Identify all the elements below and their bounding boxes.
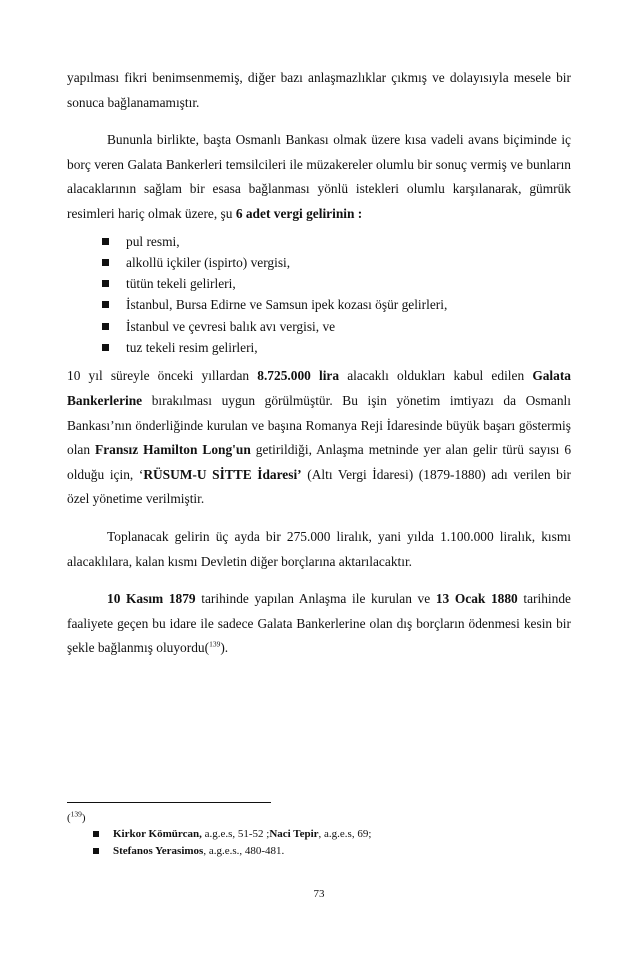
p3-bold-4: RÜSUM-U SİTTE İdaresi’ <box>143 466 302 482</box>
p5-text-2: tarihinde faaliyete geçen bu idare ile sadece Galata Bankerlerine olan dış borçların ödenmesi kesin bir şekle bağlanmış oluyordu( <box>67 591 571 656</box>
footnote <box>67 810 571 859</box>
footnote-list <box>67 826 571 859</box>
p5-bold-1: 10 Kasım 1879 <box>107 591 196 607</box>
p5-text-1: tarihinde yapılan Anlaşma ile kurulan ve <box>195 591 436 607</box>
fn-author: Stefanos Yerasimos <box>113 844 204 857</box>
list-item: pul resmi, <box>102 231 571 252</box>
footnote-item <box>93 843 571 860</box>
fn-ref: a.g.e.s, 51-52 ; <box>201 828 270 840</box>
footnote-divider <box>67 802 271 803</box>
paragraph-1: yapılması fikri benimsenmemiş, diğer bazı anlaşmazlıklar çıkmış ve dolayısıyla mesele bir sonuca bağlanamamıştır. <box>67 70 571 110</box>
p5-text-3: ). <box>220 640 229 656</box>
fn-ref: , a.g.e.s., 480-481. <box>203 844 285 857</box>
p3-text-2: alacaklı oldukları kabul edilen <box>339 368 533 384</box>
paragraph-5 <box>67 587 571 661</box>
page-body <box>67 66 571 661</box>
p5-bold-2: 13 Ocak 1880 <box>435 591 518 607</box>
footnote-paren-open: ( <box>67 812 71 824</box>
footnote-item <box>93 826 571 843</box>
paragraph-2-bold: 6 adet vergi gelirinin : <box>235 205 363 221</box>
list-item: İstanbul, Bursa Edirne ve Samsun ipek kozası öşür gelirleri, <box>102 294 571 315</box>
tax-list <box>67 231 571 359</box>
list-item: tütün tekeli gelirleri, <box>102 273 571 294</box>
fn-ref: , a.g.e.s, 69; <box>318 828 372 840</box>
p3-text-3: bırakılması uygun görülmüştür. Bu işin yönetim imtiyazı da Osmanlı Bankası’nın önderliğinde kurulan ve başına Romanya Reji İdaresinde büyük başarı göstermiş olan <box>67 392 571 458</box>
fn-author: Naci Tepir <box>269 828 319 840</box>
paragraph-4: Toplanacak gelirin üç ayda bir 275.000 liralık, yani yılda 1.100.000 liralık, kısmı alacaklılara, kalan kısmı Devletin diğer borçlarına aktarılacaktır. <box>67 528 571 569</box>
p3-text-4: getirildiği, Anlaşma metninde yer alan gelir türü sayısı 6 olduğu için, ‘ <box>67 442 572 482</box>
footnote-sup: 139 <box>70 809 82 819</box>
paragraph-2-text: Bununla birlikte, başta Osmanlı Bankası olmak üzere kısa vadeli avans biçiminde iç borç veren Galata Bankerleri temsilcileri ile müzakereler olumlu bir sonuç vermiş ve bunların alacaklarının sağlam bir esasa bağlanması yönlü istekleri olumlu karşılanarak, gümrük resimleri hariç olmak üzere, şu <box>67 132 571 221</box>
list-item: alkollü içkiler (ispirto) vergisi, <box>102 252 571 273</box>
list-item: İstanbul ve çevresi balık avı vergisi, ve <box>102 316 571 337</box>
footnote-number <box>67 810 571 826</box>
p3-text-5: (Altı Vergi İdaresi) (1879-1880) adı verilen bir özel yönetime verilmiştir. <box>67 466 572 507</box>
paragraph-2 <box>67 128 571 226</box>
fn-author: Kirkor Kömürcan, <box>113 828 202 840</box>
footnote-ref[interactable]: 139 <box>209 639 221 649</box>
p3-bold-3: Fransız Hamilton Long'un <box>95 442 251 458</box>
p3-bold-2: Galata Bankerlerine <box>67 368 571 408</box>
p3-bold-1: 8.725.000 lira <box>257 368 340 384</box>
footnote-paren-close: ) <box>81 812 86 824</box>
list-item: tuz tekeli resim gelirleri, <box>102 337 571 358</box>
page-number: 73 <box>313 888 325 900</box>
paragraph-3 <box>67 364 571 512</box>
p3-text-1: 10 yıl süreyle önceki yıllardan <box>67 368 258 384</box>
